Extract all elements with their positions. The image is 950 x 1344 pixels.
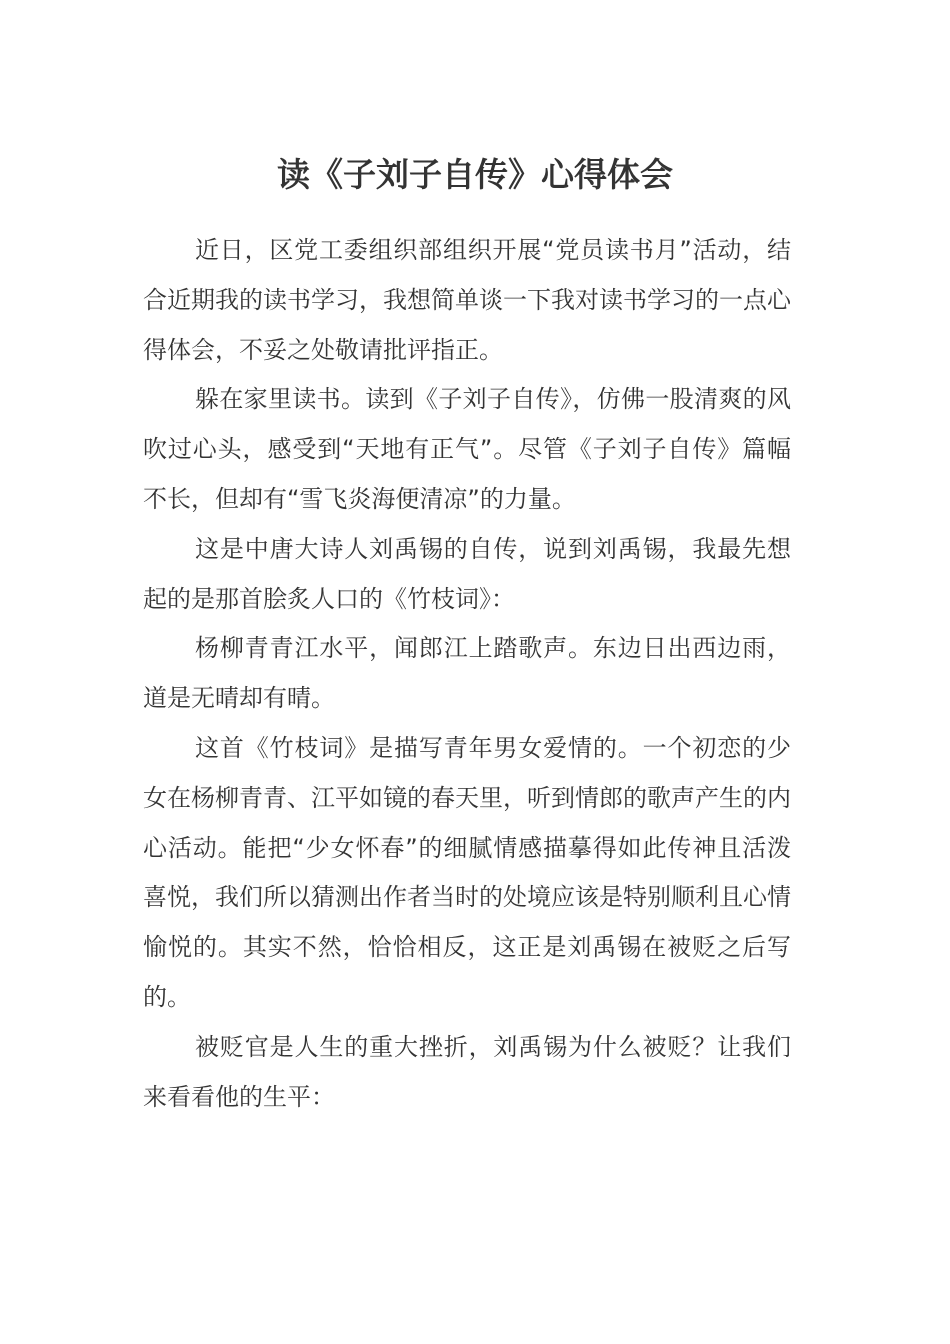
paragraph: 近日，区党工委组织部组织开展“党员读书月”活动，结合近期我的读书学习，我想简单谈一下我对读书学习的一点心得体会，不妥之处敬请批评指正。 bbox=[143, 236, 791, 364]
paragraph: 被贬官是人生的重大挫折，刘禹锡为什么被贬？让我们来看看他的生平： bbox=[143, 1032, 791, 1111]
paragraph: 这首《竹枝词》是描写青年男女爱情的。一个初恋的少女在杨柳青青、江平如镜的春天里，听到情郎的歌声产生的内心活动。能把“少女怀春”的细腻情感描摹得如此传神且活泼喜悦，我们所以猜测出作者当时的处境应该是特别顺利且心情愉悦的。其实不然，恰恰相反，这正是刘禹锡在被贬之后写的。 bbox=[143, 733, 791, 1011]
document-body bbox=[143, 226, 791, 1122]
poem-paragraph: 杨柳青青江水平，闻郎江上踏歌声。东边日出西边雨，道是无晴却有晴。 bbox=[143, 634, 791, 713]
paragraph: 躲在家里读书。读到《子刘子自传》，仿佛一股清爽的风吹过心头，感受到“天地有正气”。尽管《子刘子自传》篇幅不长，但却有“雪飞炎海便清凉”的力量。 bbox=[143, 385, 791, 513]
paragraph: 这是中唐大诗人刘禹锡的自传，说到刘禹锡，我最先想起的是那首脍炙人口的《竹枝词》： bbox=[143, 534, 791, 613]
document-title: 读《子刘子自传》心得体会 bbox=[277, 155, 673, 194]
